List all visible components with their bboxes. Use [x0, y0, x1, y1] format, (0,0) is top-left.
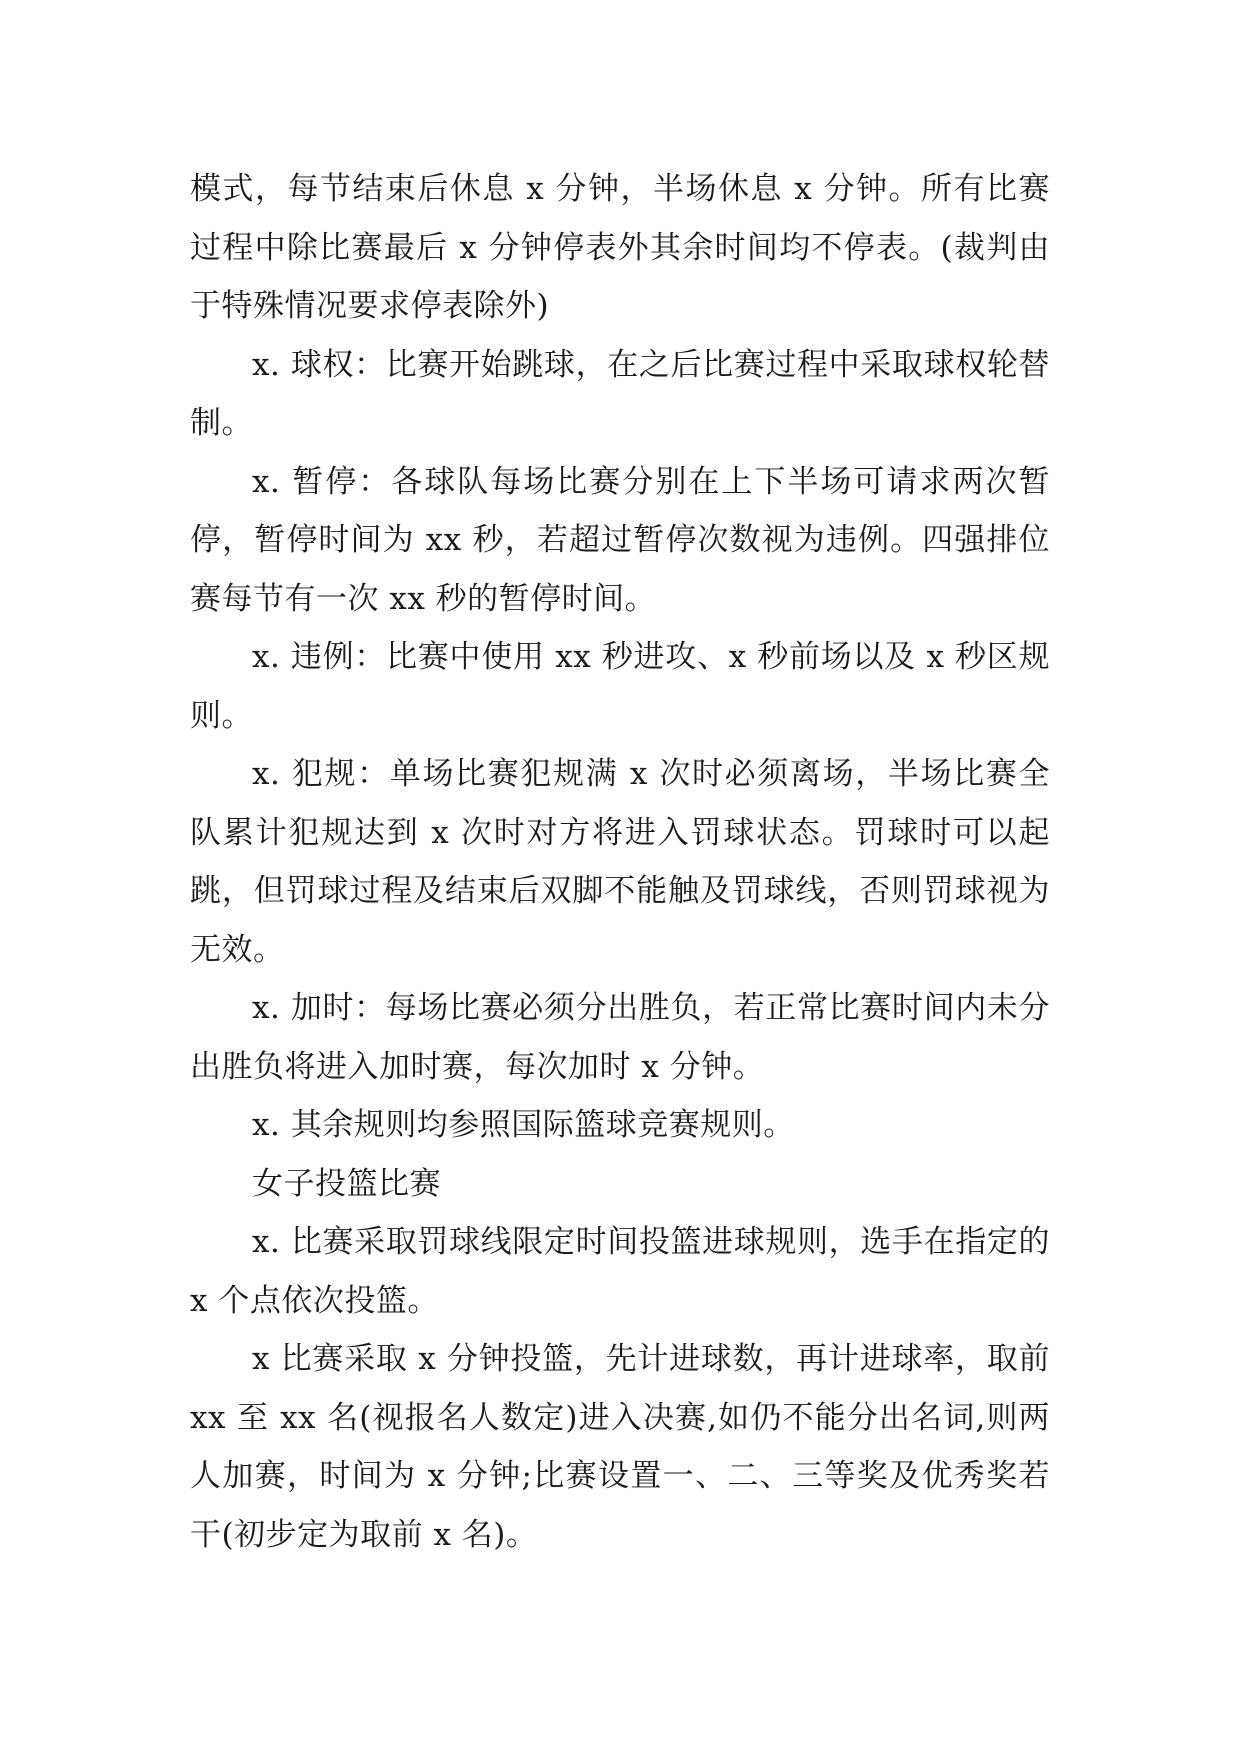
paragraph-timeout: x. 暂停：各球队每场比赛分别在上下半场可请求两次暂停，暂停时间为 xx 秒，若超过暂停次数视为违例。四强排位赛每节有一次 xx 秒的暂停时间。 [190, 463, 1050, 617]
paragraph-shooting-rule: x. 比赛采取罚球线限定时间投篮进球规则，选手在指定的 x 个点依次投篮。 [190, 1224, 1050, 1319]
paragraph-possession: x. 球权：比赛开始跳球，在之后比赛过程中采取球权轮替制。 [190, 346, 1050, 441]
paragraph-other-rules: x. 其余规则均参照国际篮球竞赛规则。 [252, 1107, 795, 1143]
paragraph-foul: x. 犯规：单场比赛犯规满 x 次时必须离场，半场比赛全队累计犯规达到 x 次时对方将进入罚球状态。罚球时可以起跳，但罚球过程及结束后双脚不能触及罚球线，否则罚球视为无效。 [190, 756, 1050, 968]
paragraph-match-format: 模式，每节结束后休息 x 分钟，半场休息 x 分钟。所有比赛过程中除比赛最后 x 分钟停表外其余时间均不停表。(裁判由于特殊情况要求停表除外) [190, 171, 1050, 324]
paragraph-violation: x. 违例：比赛中使用 xx 秒进攻、x 秒前场以及 x 秒区规则。 [190, 639, 1050, 734]
paragraph-overtime: x. 加时：每场比赛必须分出胜负，若正常比赛时间内未分出胜负将进入加时赛，每次加时 x 分钟。 [190, 990, 1050, 1085]
document-body [190, 160, 1050, 1564]
section-heading-women-shooting: 女子投篮比赛 [252, 1165, 441, 1202]
paragraph-shooting-scoring: x 比赛采取 x 分钟投篮，先计进球数，再计进球率，取前 xx 至 xx 名(视报名人数定)进入决赛,如仍不能分出名词,则两人加赛，时间为 x 分钟;比赛设置一、二、三等奖及优秀奖若干(初步定为取前 x 名)。 [190, 1341, 1050, 1553]
